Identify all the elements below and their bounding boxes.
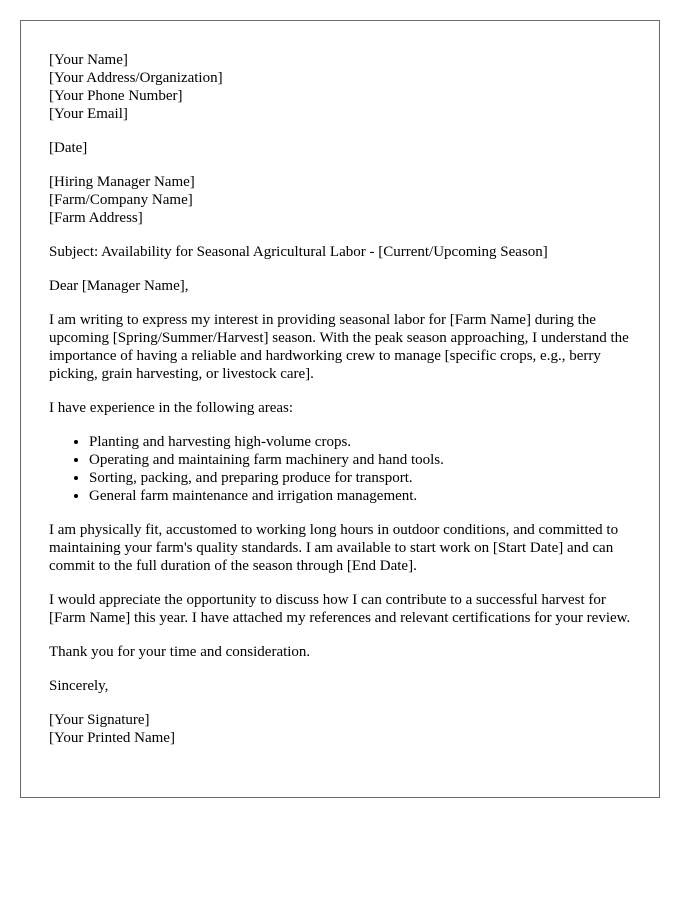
- closing-line: Sincerely,: [49, 678, 109, 694]
- sender-address: [Your Address/Organization]: [49, 70, 223, 86]
- date-block: [49, 139, 631, 157]
- signature-block: [49, 711, 631, 747]
- experience-item: • Planting and harvesting high-volume crops.: [89, 433, 631, 451]
- signature-line: [Your Signature]: [49, 712, 150, 728]
- printed-name: [Your Printed Name]: [49, 730, 175, 746]
- closing-paragraph: I would appreciate the opportunity to discuss how I can contribute to a successful harvest for [Farm Name] this year. I have attached my references and relevant certifications for your review.: [49, 592, 631, 626]
- recipient-block: [49, 173, 631, 227]
- recipient-manager: [Hiring Manager Name]: [49, 174, 195, 190]
- experience-item: • Sorting, packing, and preparing produce for transport.: [89, 469, 631, 487]
- sender-email: [Your Email]: [49, 106, 128, 122]
- availability-paragraph: I am physically fit, accustomed to working long hours in outdoor conditions, and committed to maintaining your farm's quality standards. I am available to start work on [Start Date] and can commit to the full duration of the season through [End Date].: [49, 522, 619, 574]
- experience-list: [49, 433, 631, 505]
- experience-intro: I have experience in the following areas:: [49, 400, 294, 416]
- sender-block: [49, 51, 631, 123]
- salutation: Dear [Manager Name],: [49, 278, 189, 294]
- experience-item: • Operating and maintaining farm machinery and hand tools.: [89, 451, 631, 469]
- sender-phone: [Your Phone Number]: [49, 88, 183, 104]
- letter-page: [20, 20, 660, 798]
- sender-name: [Your Name]: [49, 52, 128, 68]
- intro-paragraph: I am writing to express my interest in providing seasonal labor for [Farm Name] during the upcoming [Spring/Summer/Harvest] season. With the peak season approaching, I understand the importance of having a reliable and hardworking crew to manage [specific crops, e.g., berry picking, grain harvesting, or livestock care].: [49, 312, 629, 382]
- subject-line: Subject: Availability for Seasonal Agricultural Labor - [Current/Upcoming Season]: [49, 244, 548, 260]
- recipient-company: [Farm/Company Name]: [49, 192, 193, 208]
- recipient-address: [Farm Address]: [49, 210, 143, 226]
- letter-date: [Date]: [49, 140, 88, 156]
- experience-item: • General farm maintenance and irrigation management.: [89, 487, 631, 505]
- thanks-line: Thank you for your time and consideration.: [49, 644, 311, 660]
